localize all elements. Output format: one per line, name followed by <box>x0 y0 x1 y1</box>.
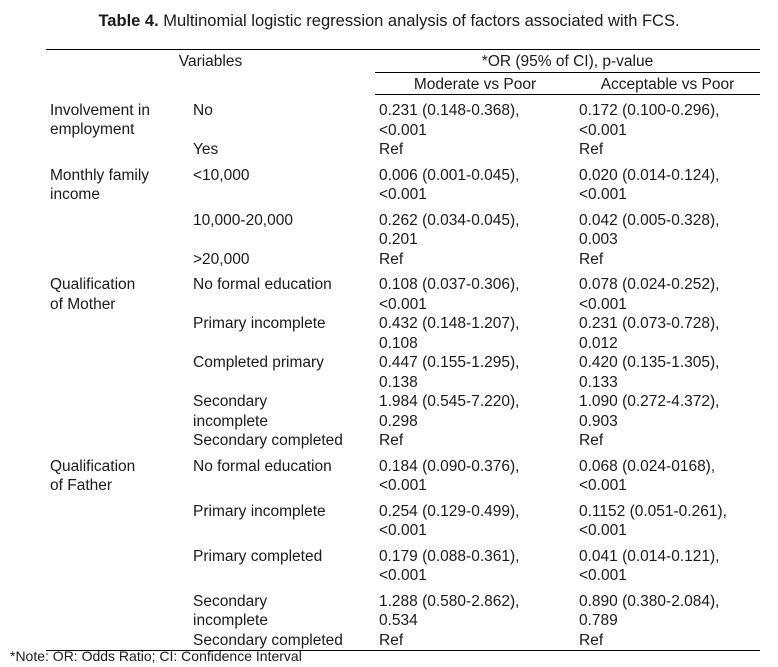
acceptable-cell: Ref <box>579 432 604 449</box>
table-row <box>46 353 760 392</box>
acceptable-cell: Ref <box>579 250 604 268</box>
moderate-cell: Ref <box>379 432 404 449</box>
category-cell: <10,000 <box>193 166 250 184</box>
table-row <box>46 160 760 205</box>
acceptable-cell: 0.042 (0.005-0.328), 0.003 <box>579 211 720 248</box>
variable-cell <box>46 205 189 250</box>
acceptable-cell: 0.041 (0.014-0.121), <0.001 <box>579 547 720 584</box>
table-row <box>46 496 760 541</box>
table-row <box>46 140 760 160</box>
variable-cell <box>46 392 189 431</box>
table-title <box>0 10 778 32</box>
variable-cell: Involvement in employment <box>50 101 150 138</box>
moderate-cell: 0.447 (0.155-1.295), 0.138 <box>379 354 520 391</box>
table-body <box>46 95 760 651</box>
variable-cell <box>46 431 189 451</box>
table-row <box>46 451 760 496</box>
moderate-cell: 0.262 (0.034-0.045), 0.201 <box>379 211 520 248</box>
category-cell: Secondary incomplete <box>193 592 268 629</box>
acceptable-cell: 1.090 (0.272-4.372), 0.903 <box>579 393 720 430</box>
table-title-text: Multinomial logistic regression analysis of factors associated with FCS. <box>158 12 680 30</box>
moderate-cell: 0.006 (0.001-0.045), <0.001 <box>379 166 520 203</box>
moderate-cell: 1.984 (0.545-7.220), 0.298 <box>379 393 520 430</box>
header-variables: Variables <box>46 50 375 95</box>
table-row <box>46 314 760 353</box>
variable-cell <box>46 250 189 270</box>
moderate-cell: 0.231 (0.148-0.368), <0.001 <box>379 102 520 139</box>
category-cell: No formal education <box>193 276 332 293</box>
acceptable-cell: 0.1152 (0.051-0.261), <0.001 <box>579 502 727 539</box>
moderate-cell: 1.288 (0.580-2.862), 0.534 <box>379 592 520 629</box>
category-cell: 10,000-20,000 <box>193 211 293 229</box>
acceptable-cell: 0.890 (0.380-2.084), 0.789 <box>579 592 720 629</box>
variable-cell: Qualification of Mother <box>50 276 136 313</box>
category-cell: Completed primary <box>193 354 324 371</box>
moderate-cell: Ref <box>379 250 404 268</box>
variable-cell <box>46 496 189 541</box>
moderate-cell: 0.432 (0.148-1.207), 0.108 <box>379 315 520 352</box>
variable-cell <box>46 586 189 631</box>
table-row <box>46 431 760 451</box>
acceptable-cell: 0.078 (0.024-0.252), <0.001 <box>579 276 720 313</box>
moderate-cell: Ref <box>379 141 404 158</box>
acceptable-cell: 0.068 (0.024-0168), <0.001 <box>579 457 716 494</box>
variable-cell <box>46 541 189 586</box>
category-cell: Secondary incomplete <box>193 393 268 430</box>
header-acceptable: Acceptable vs Poor <box>575 72 760 95</box>
variable-cell: Qualification of Father <box>50 457 136 494</box>
category-cell: Primary incomplete <box>193 315 326 332</box>
table-row <box>46 541 760 586</box>
category-cell: Primary incomplete <box>193 502 326 520</box>
regression-table <box>46 49 760 651</box>
table-row <box>46 586 760 631</box>
header-or-group: *OR (95% of CI), p-value <box>375 50 760 73</box>
category-cell: Secondary completed <box>189 631 375 651</box>
moderate-cell: 0.254 (0.129-0.499), <0.001 <box>379 502 520 539</box>
category-cell: No formal education <box>193 457 332 475</box>
acceptable-cell: 0.172 (0.100-0.296), <0.001 <box>579 102 720 139</box>
variable-cell <box>46 140 189 160</box>
acceptable-cell: 0.231 (0.073-0.728), 0.012 <box>579 315 720 352</box>
table-row <box>46 205 760 250</box>
category-cell: Primary completed <box>193 547 323 565</box>
acceptable-cell: 0.020 (0.014-0.124), <0.001 <box>579 166 720 203</box>
category-cell: Secondary completed <box>193 432 343 449</box>
table-footnote: *Note: OR: Odds Ratio; CI: Confidence Interval <box>10 648 302 664</box>
category-cell: No <box>193 101 213 119</box>
table-row <box>46 269 760 314</box>
acceptable-cell: 0.420 (0.135-1.305), 0.133 <box>579 354 720 391</box>
table-row <box>46 250 760 270</box>
moderate-cell: Ref <box>375 631 575 651</box>
table-row <box>46 392 760 431</box>
variable-cell <box>46 353 189 392</box>
moderate-cell: 0.179 (0.088-0.361), <0.001 <box>379 547 520 584</box>
variable-cell: Monthly family income <box>50 166 150 203</box>
variable-cell <box>46 314 189 353</box>
header-moderate: Moderate vs Poor <box>375 72 575 95</box>
moderate-cell: 0.184 (0.090-0.376), <0.001 <box>379 457 520 494</box>
table-row <box>46 95 760 141</box>
table-title-label: Table 4. <box>98 12 159 30</box>
acceptable-cell: Ref <box>575 631 760 651</box>
category-cell: >20,000 <box>193 250 250 268</box>
moderate-cell: 0.108 (0.037-0.306), <0.001 <box>379 276 520 313</box>
category-cell: Yes <box>193 141 219 158</box>
acceptable-cell: Ref <box>579 141 604 158</box>
table-header <box>46 50 760 95</box>
